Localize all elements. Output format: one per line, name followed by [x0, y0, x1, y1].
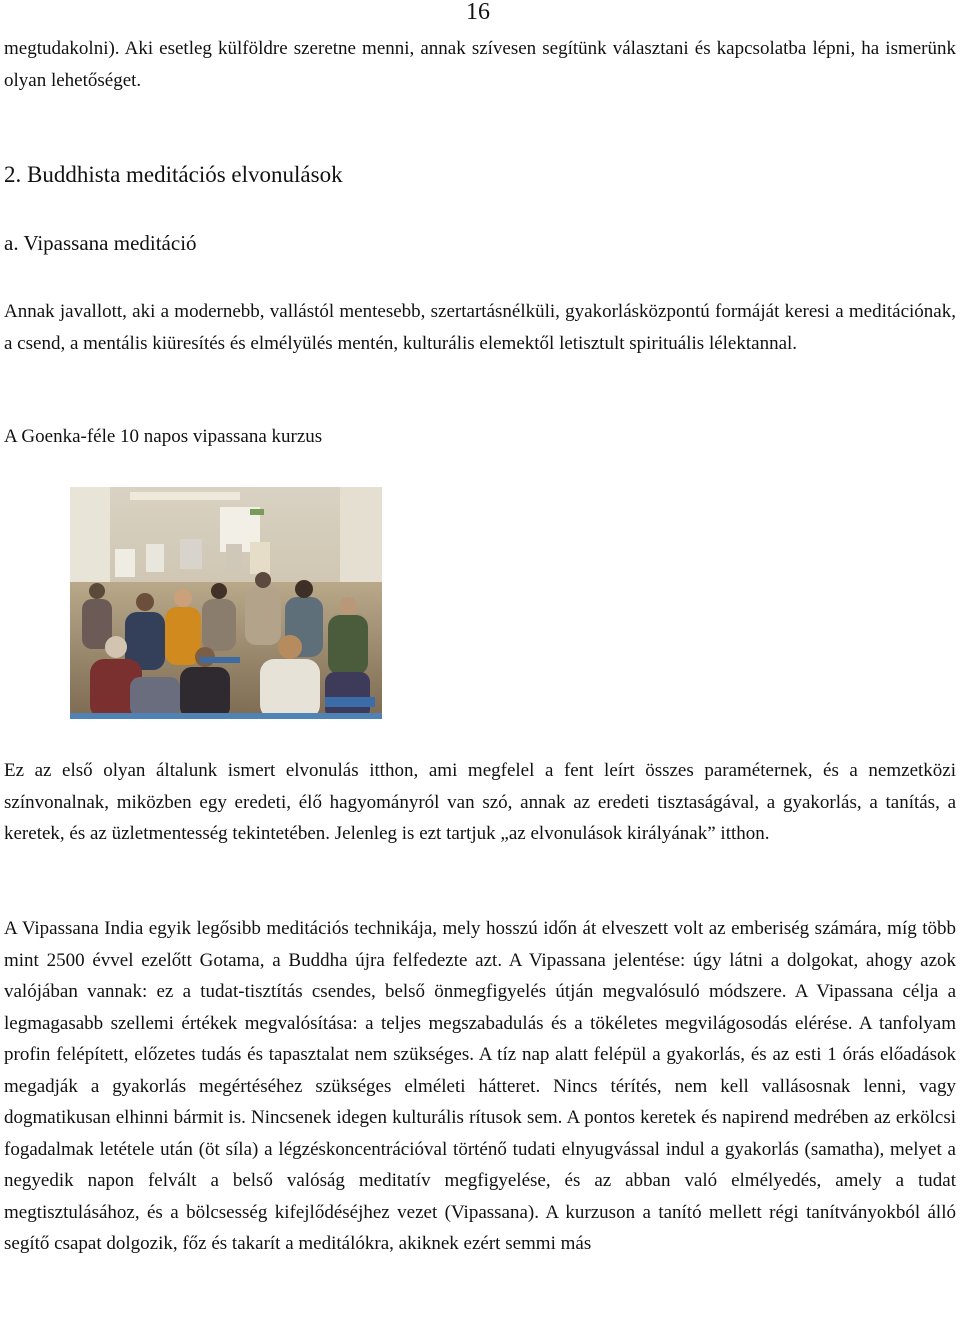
subsection-heading: a. Vipassana meditáció	[4, 231, 197, 255]
section-heading: 2. Buddhista meditációs elvonulások	[4, 162, 343, 187]
paragraph-goenka-intro: Ez az első olyan általunk ismert elvonulás itthon, ami megfelel a fent leírt összes paraméternek, és a nemzetközi színvonalnak, miközben egy eredeti, élő hagyományról van szó, annak az eredeti tisztaságával, a gyakorlás, a tanítás, a keretek, és az üzletmentesség tekintetében. Jelenleg is ezt tartjuk „az elvonulások királyának” itthon.	[4, 760, 956, 844]
page-number: 16	[466, 0, 490, 25]
paragraph-vipassana-intro: Annak javallott, aki a modernebb, vallástól mentesebb, szertartásnélküli, gyakorlásközpontú formáját keresi a meditációnak, a csend, a mentális kiüresítés és elmélyülés mentén, kulturális elemektől letisztult spirituális lélektannal.	[4, 301, 956, 354]
intro-paragraph: megtudakolni). Aki esetleg külföldre szeretne menni, annak szívesen segítünk választani és kapcsolatba lépni, ha ismerünk olyan lehetőséget.	[4, 38, 956, 91]
paragraph-vipassana-description: A Vipassana India egyik legősibb meditációs technikája, mely hosszú időn át elveszett volt az emberiség számára, míg több mint 2500 évvel ezelőtt Gotama, a Buddha újra felfedezte azt. A Vipassana jelentése: úgy látni a dolgokat, ahogy azok valójában vannak: ez a tudat-tisztítás csendes, belső önmegfigyelés útján megvalósuló módszere. A Vipassana célja a legmagasabb szellemi értékek megvalósítása: a teljes megszabadulás és a tökéletes megvilágosodás elérése. A tanfolyam profin felépített, előzetes tudás és tapasztalat nem szükséges. A tíz nap alatt felépül a gyakorlás, és az esti 1 órás előadások megadják a gyakorlás megértéséhez szükséges elméleti hátteret. Nincs térítés, nem kell vallásosnak lenni, vagy dogmatikusan elhinni bármit is. Nincsenek idegen kulturális rítusok sem. A pontos keretek és napirend medrében az erkölcsi fogadalmak letétele után (öt síla) a légzéskoncentrációval történő tudati elnyugvással indul a gyakorlás (samatha), melyet a negyedik napon felvált a belső valóság meditatív megfigyelése, és az abban való elmélyedés, amely a tudat megtisztulásához, és a bölcsesség kifejlődéséjhez vezet (Vipassana). A kurzuson a tanító mellett régi tanítványokból álló segítő csapat dolgozik, főz és takarít a meditálókra, akiknek ezért semmi más	[4, 918, 956, 1254]
course-title: A Goenka-féle 10 napos vipassana kurzus	[4, 426, 323, 447]
meditation-hall-photo	[70, 487, 382, 719]
